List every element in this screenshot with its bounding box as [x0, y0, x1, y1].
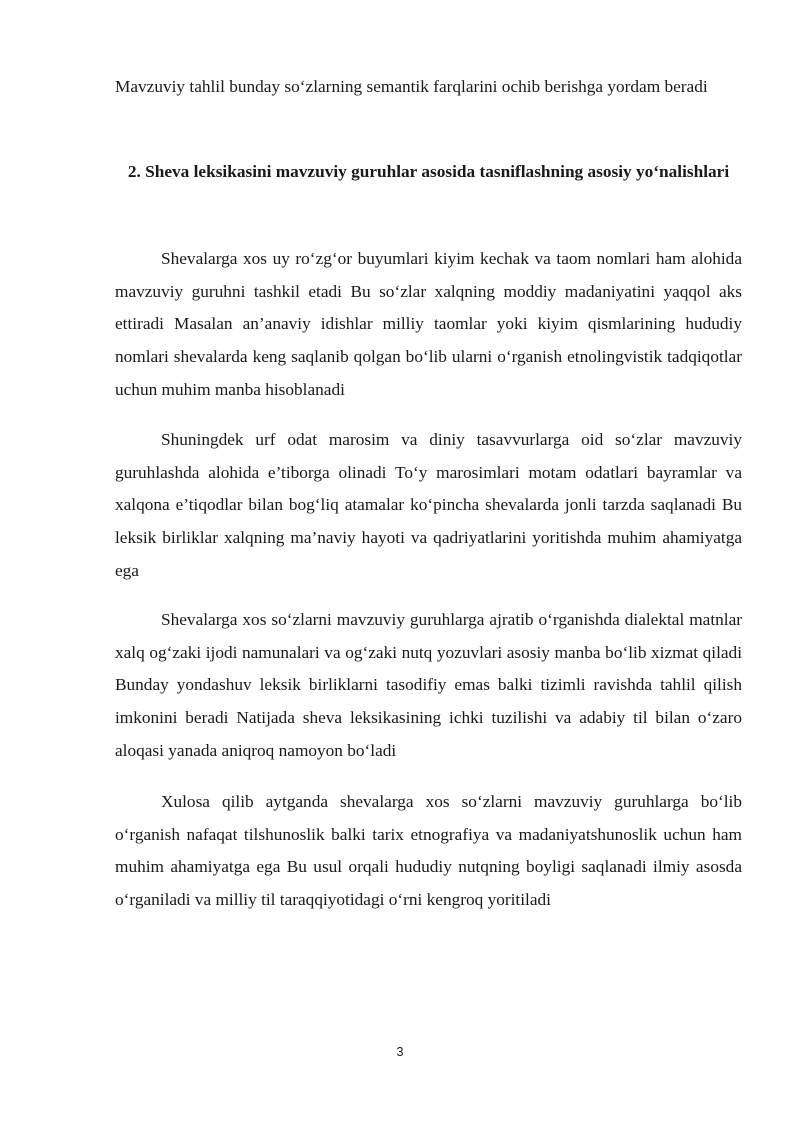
section-heading: 2. Sheva leksikasini mavzuviy guruhlar asosida tasniflashning asosiy yo‘nalishlari [127, 162, 730, 181]
paragraph-2: Shuningdek urf odat marosim va diniy tasavvurlarga oid so‘zlar mavzuviy guruhlashda alohida e’tiborga olinadi To‘y marosimlari motam odatlari bayramlar va xalqona e’tiqodlar bilan bog‘liq atamalar ko‘pincha shevalarda jonli tarzda saqlanadi Bu leksik birliklar xalqning ma’naviy hayoti va qadriyatlarini yoritishda muhim ahamiyatga ega [115, 430, 742, 580]
paragraph-1: Shevalarga xos uy ro‘zg‘or buyumlari kiyim kechak va taom nomlari ham alohida mavzuviy guruhni tashkil etadi Bu so‘zlar xalqning moddiy madaniyatini yaqqol aks ettiradi Masalan an’anaviy idishlar milliy taomlar yoki kiyim qismlarining hududiy nomlari shevalarda keng saqlanib qolgan bo‘lib ularni o‘rganish etnolingvistik tadqiqotlar uchun muhim manba hisoblanadi [115, 249, 742, 399]
paragraph-3: Shevalarga xos so‘zlarni mavzuviy guruhlarga ajratib o‘rganishda dialektal matnlar xalq og‘zaki ijodi namunalari va og‘zaki nutq yozuvlari asosiy manba bo‘lib xizmat qiladi Bunday yondashuv leksik birliklarni tasodifiy emas balki tizimli ravishda tahlil qilish imkonini beradi Natijada sheva leksikasining ichki tuzilishi va adabiy til bilan o‘zaro aloqasi yanada aniqroq namoyon bo‘ladi [115, 610, 742, 760]
page-number: 3 [396, 1045, 404, 1059]
paragraph-4: Xulosa qilib aytganda shevalarga xos so‘zlarni mavzuviy guruhlarga bo‘lib o‘rganish nafaqat tilshunoslik balki tarix etnografiya va madaniyatshunoslik uchun ham muhim ahamiyatga ega Bu usul orqali hududiy nutqning boyligi saqlanadi ilmiy asosda o‘rganiladi va milliy til taraqqiyotidagi o‘rni kengroq yoritiladi [115, 792, 742, 910]
intro-paragraph: Mavzuviy tahlil bunday so‘zlarning semantik farqlarini ochib berishga yordam beradi [115, 77, 708, 96]
